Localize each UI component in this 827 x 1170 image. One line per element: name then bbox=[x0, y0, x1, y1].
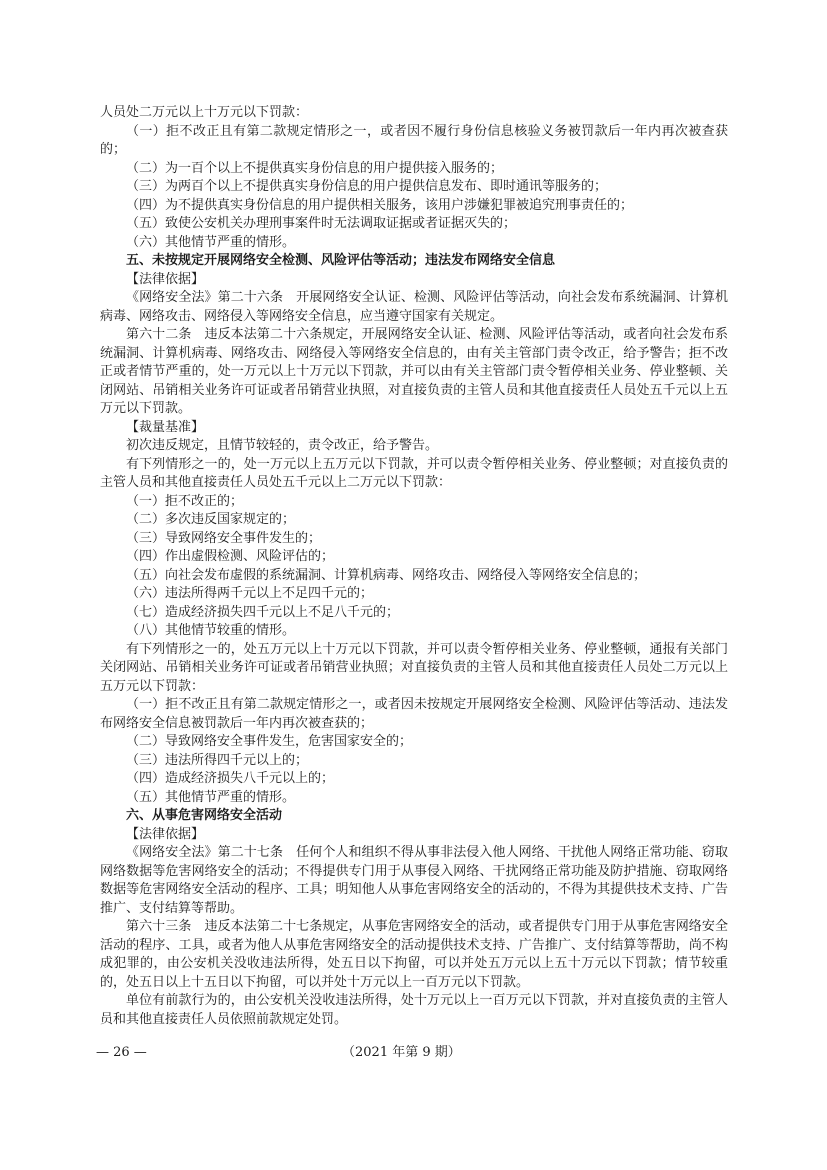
list-item: （一）拒不改正且有第二款规定情形之一，或者因未按规定开展网络安全检测、风险评估等活动、违法发布网络安全信息被罚款后一年内再次被查获的； bbox=[100, 697, 728, 731]
list-item: （五）向社会发布虚假的系统漏洞、计算机病毒、网络攻击、网络侵入等网络安全信息的； bbox=[126, 567, 647, 583]
list-item: （三）导致网络安全事件发生的； bbox=[126, 530, 322, 546]
list-item: （一）拒不改正的； bbox=[126, 493, 244, 509]
list-item: （四）作出虚假检测、风险评估的； bbox=[126, 549, 335, 564]
issue-label: （2021 年第 9 期） bbox=[342, 1045, 461, 1060]
body-paragraph: 第六十三条 违反本法第二十七条规定，从事危害网络安全的活动，或者提供专门用于从事危害网络安全活动的程序、工具，或者为他人从事危害网络安全的活动提供技术支持、广告推广、支付结算等帮助，尚不构成犯罪的，由公安机关没收违法所得，处五日以下拘留，可以并处五万元以上五十万元以下罚款；情节较重的，处五日以上十五日以下拘留，可以并处十万元以上一百万元以下罚款。 bbox=[100, 919, 728, 990]
list-item: （五）致使公安机关办理刑事案件时无法调取证据或者证据灭失的； bbox=[126, 216, 517, 231]
section-heading: 六、从事危害网络安全活动 bbox=[126, 808, 283, 823]
list-item: （六）其他情节严重的情形。 bbox=[126, 234, 296, 250]
list-item: （四）造成经济损失八千元以上的； bbox=[126, 771, 335, 786]
list-item: （三）违法所得四千元以上的； bbox=[126, 752, 309, 768]
list-item: （五）其他情节严重的情形。 bbox=[126, 789, 296, 805]
page-number: — 26 — bbox=[96, 1045, 147, 1060]
subsection-label: 【裁量基准】 bbox=[126, 419, 205, 435]
list-item: （三）为两百个以上不提供真实身份信息的用户提供信息发布、即时通讯等服务的； bbox=[126, 179, 608, 194]
body-paragraph: 《网络安全法》第二十七条 任何个人和组织不得从事非法侵入他人网络、干扰他人网络正常功能、窃取网络数据等危害网络安全的活动；不得提供专门用于从事侵入网络、干扰网络正常功能及防护措施、窃取网络数据等危害网络安全活动的程序、工具；明知他人从事危害网络安全的活动的，不得为其提供技术支持、广告推广、支付结算等帮助。 bbox=[100, 845, 728, 916]
document-body bbox=[100, 104, 728, 1029]
list-item: （六）违法所得两千元以上不足四千元的； bbox=[126, 586, 374, 601]
list-item: （四）为不提供真实身份信息的用户提供相关服务，该用户涉嫌犯罪被追究刑事责任的； bbox=[126, 197, 634, 213]
subsection-label: 【法律依据】 bbox=[126, 826, 205, 842]
body-paragraph: 初次违反规定，且情节较轻的，责令改正，给予警告。 bbox=[126, 438, 439, 453]
body-paragraph: 第六十二条 违反本法第二十六条规定，开展网络安全认证、检测、风险评估等活动，或者向社会发布系统漏洞、计算机病毒、网络攻击、网络侵入等网络安全信息的，由有关主管部门责令改正，给予警告；拒不改正或者情节严重的，处一万元以上十万元以下罚款，并可以由有关主管部门责令暂停相关业务、停业整顿、关闭网站、吊销相关业务许可证或者吊销营业执照，对直接负责的主管人员和其他直接责任人员处五千元以上五万元以下罚款。 bbox=[100, 327, 728, 416]
list-item: （二）为一百个以上不提供真实身份信息的用户提供接入服务的； bbox=[126, 160, 504, 176]
body-paragraph: 《网络安全法》第二十六条 开展网络安全认证、检测、风险评估等活动，向社会发布系统漏洞、计算机病毒、网络攻击、网络侵入等网络安全信息，应当遵守国家有关规定。 bbox=[100, 290, 728, 324]
subsection-label: 【法律依据】 bbox=[126, 271, 205, 287]
list-item: （二）多次违反国家规定的； bbox=[126, 512, 296, 527]
list-item: （八）其他情节较重的情形。 bbox=[126, 623, 296, 638]
section-heading: 五、未按规定开展网络安全检测、风险评估等活动；违法发布网络安全信息 bbox=[126, 253, 556, 268]
body-paragraph: 单位有前款行为的，由公安机关没收违法所得，处十万元以上一百万元以下罚款，并对直接负责的主管人员和其他直接责任人员依照前款规定处罚。 bbox=[100, 993, 728, 1027]
body-paragraph: 有下列情形之一的，处五万元以上十万元以下罚款，并可以责令暂停相关业务、停业整顿，通报有关部门关闭网站、吊销相关业务许可证或者吊销营业执照；对直接负责的主管人员和其他直接责任人员处二万元以上五万元以下罚款： bbox=[100, 641, 728, 694]
body-paragraph: 有下列情形之一的，处一万元以上五万元以下罚款，并可以责令暂停相关业务、停业整顿；对直接负责的主管人员和其他直接责任人员处五千元以上二万元以下罚款： bbox=[100, 456, 728, 490]
body-paragraph: 人员处二万元以上十万元以下罚款： bbox=[100, 105, 309, 120]
list-item: （一）拒不改正且有第二款规定情形之一，或者因不履行身份信息核验义务被罚款后一年内再次被查获的； bbox=[100, 123, 728, 157]
page-footer bbox=[96, 1043, 736, 1063]
list-item: （七）造成经济损失四千元以上不足八千元的； bbox=[126, 604, 400, 620]
list-item: （二）导致网络安全事件发生，危害国家安全的； bbox=[126, 734, 413, 749]
